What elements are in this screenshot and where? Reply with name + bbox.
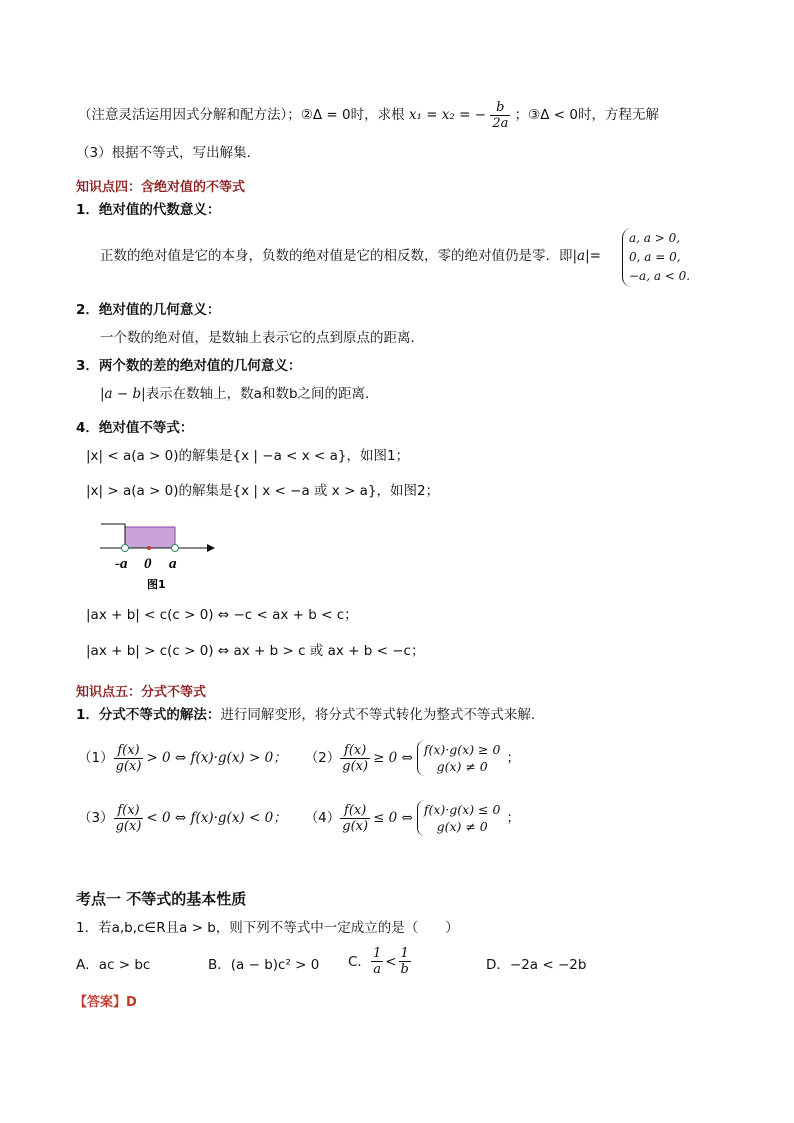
fraction-b-2a	[490, 100, 510, 131]
fraction-f-over-g	[114, 743, 144, 774]
text-line-solution-set: （3）根据不等式，写出解集.	[76, 145, 251, 161]
fraction-f-over-g	[340, 803, 370, 834]
fraction-numerator: f(x)	[340, 743, 370, 759]
case-row: 0, a = 0,	[629, 250, 681, 264]
fraction-denominator: g(x)	[342, 758, 369, 774]
section-title-k4: 知识点四：含绝对值的不等式	[76, 180, 246, 195]
fig-caption: 图1	[147, 578, 166, 591]
fraction-numerator: f(x)	[114, 743, 144, 759]
fraction-denominator: b	[400, 962, 409, 977]
item-label: （2）	[304, 750, 341, 766]
k4-p3-text	[100, 385, 379, 403]
system-row: g(x) ≠ 0	[436, 759, 488, 774]
option-a: A．ac > bc	[76, 957, 151, 973]
item-label: （1）	[78, 750, 114, 766]
k4-p2-text: 一个数的绝对值，是数轴上表示它的点到原点的距离．	[100, 330, 424, 346]
fraction-numerator: 1	[372, 946, 382, 961]
relation-2: ≥ 0 ⇔	[373, 750, 413, 766]
option-d: D．−2a < −2b	[486, 957, 587, 973]
k4-p1-text	[100, 247, 601, 265]
item-label: （3）	[78, 810, 114, 826]
system-row: g(x) ≠ 0	[436, 819, 488, 834]
system-row: f(x)·g(x) ≥ 0	[423, 742, 501, 757]
cases-brace	[622, 228, 690, 287]
item-label: （4）	[304, 810, 341, 826]
semicolon: ；	[506, 750, 520, 766]
fig-label-neg-a: -a	[115, 556, 128, 572]
text-line-roots	[78, 99, 659, 131]
k4-p3-title: 3．两个数的差的绝对值的几何意义：	[76, 358, 302, 374]
frac-ineq-row-2	[78, 800, 520, 836]
section-title-kd1: 考点一 不等式的基本性质	[76, 890, 247, 908]
k5-p1-text: 进行同解变形，将分式不等式转化为整式不等式来解.	[220, 707, 536, 723]
fraction-numerator: f(x)	[340, 803, 370, 819]
abs-a-minus-b: |a − b|	[100, 386, 146, 402]
fraction-denominator: 2a	[492, 115, 509, 131]
text-segment: 正数的绝对值是它的本身，负数的绝对值是它的相反数，零的绝对值仍是零．即	[100, 248, 573, 264]
question-1: 1．若a,b,c∈R且a > b，则下列不等式中一定成立的是（ ）	[76, 920, 459, 936]
fraction-1-over-b	[399, 946, 411, 977]
formula-root: x₁ = x₂ = −	[408, 107, 487, 123]
fig-interval-box	[125, 527, 175, 548]
semicolon: ；	[506, 810, 520, 826]
fraction-numerator: f(x)	[114, 803, 144, 819]
fig-label-a: a	[169, 556, 177, 572]
k5-p1-title: 1．分式不等式的解法：	[76, 707, 221, 723]
fraction-denominator: a	[373, 962, 381, 977]
option-c	[348, 946, 411, 977]
frac-ineq-row-1	[78, 740, 520, 776]
fraction-f-over-g	[340, 743, 370, 774]
section-title-k5: 知识点五：分式不等式	[76, 685, 207, 700]
abs-ineq-2: |x| > a(a > 0)的解集是{x | x < −a 或 x > a}，如图2；	[86, 483, 440, 499]
fraction-denominator: g(x)	[342, 818, 369, 834]
case-row: a, a > 0,	[629, 231, 681, 245]
number-line-figure	[95, 516, 225, 596]
fig-origin-point	[147, 546, 151, 550]
system-row: f(x)·g(x) ≤ 0	[423, 802, 501, 817]
fig-axis-arrow	[207, 544, 215, 552]
abs-ineq-4: |ax + b| > c(c > 0) ⇔ ax + b > c 或 ax + b < −c；	[86, 643, 425, 659]
relation-1: > 0 ⇔ f(x)·g(x) > 0；	[146, 750, 287, 766]
fig-open-point-left	[122, 545, 129, 552]
text-segment: （注意灵活运用因式分解和配方法）；②Δ = 0时，求根	[78, 107, 405, 123]
fig-open-point-right	[172, 545, 179, 552]
text-segment: 表示在数轴上，数a和数b之间的距离．	[145, 386, 379, 402]
relation-4: ≤ 0 ⇔	[373, 810, 413, 826]
fraction-1-over-a	[371, 946, 383, 977]
k5-p1	[76, 706, 535, 724]
system-4	[417, 800, 501, 836]
fraction-numerator: 1	[399, 946, 411, 962]
text-segment: ；③Δ < 0时，方程无解	[514, 107, 659, 123]
abs-ineq-3: |ax + b| < c(c > 0) ⇔ −c < ax + b < c；	[86, 607, 358, 623]
fraction-denominator: g(x)	[115, 758, 142, 774]
fraction-f-over-g	[114, 803, 144, 834]
case-row: −a, a < 0.	[629, 269, 691, 283]
fraction-denominator: g(x)	[115, 818, 142, 834]
k4-p2-title: 2．绝对值的几何意义：	[76, 302, 221, 318]
less-than: <	[385, 953, 397, 970]
k4-p1-title: 1．绝对值的代数意义：	[76, 202, 221, 218]
k4-p4-title: 4．绝对值不等式：	[76, 420, 194, 436]
fig-label-zero: 0	[144, 556, 152, 572]
fraction-numerator: b	[490, 100, 510, 116]
option-c-label: C．	[348, 953, 371, 970]
option-b: B．(a − b)c² > 0	[208, 957, 320, 973]
answer: 【答案】D	[74, 995, 137, 1010]
abs-a: |a|=	[572, 248, 601, 264]
relation-3: < 0 ⇔ f(x)·g(x) < 0；	[146, 810, 287, 826]
abs-ineq-1: |x| < a(a > 0)的解集是{x | −a < x < a}，如图1；	[86, 448, 410, 464]
system-2	[417, 740, 501, 776]
